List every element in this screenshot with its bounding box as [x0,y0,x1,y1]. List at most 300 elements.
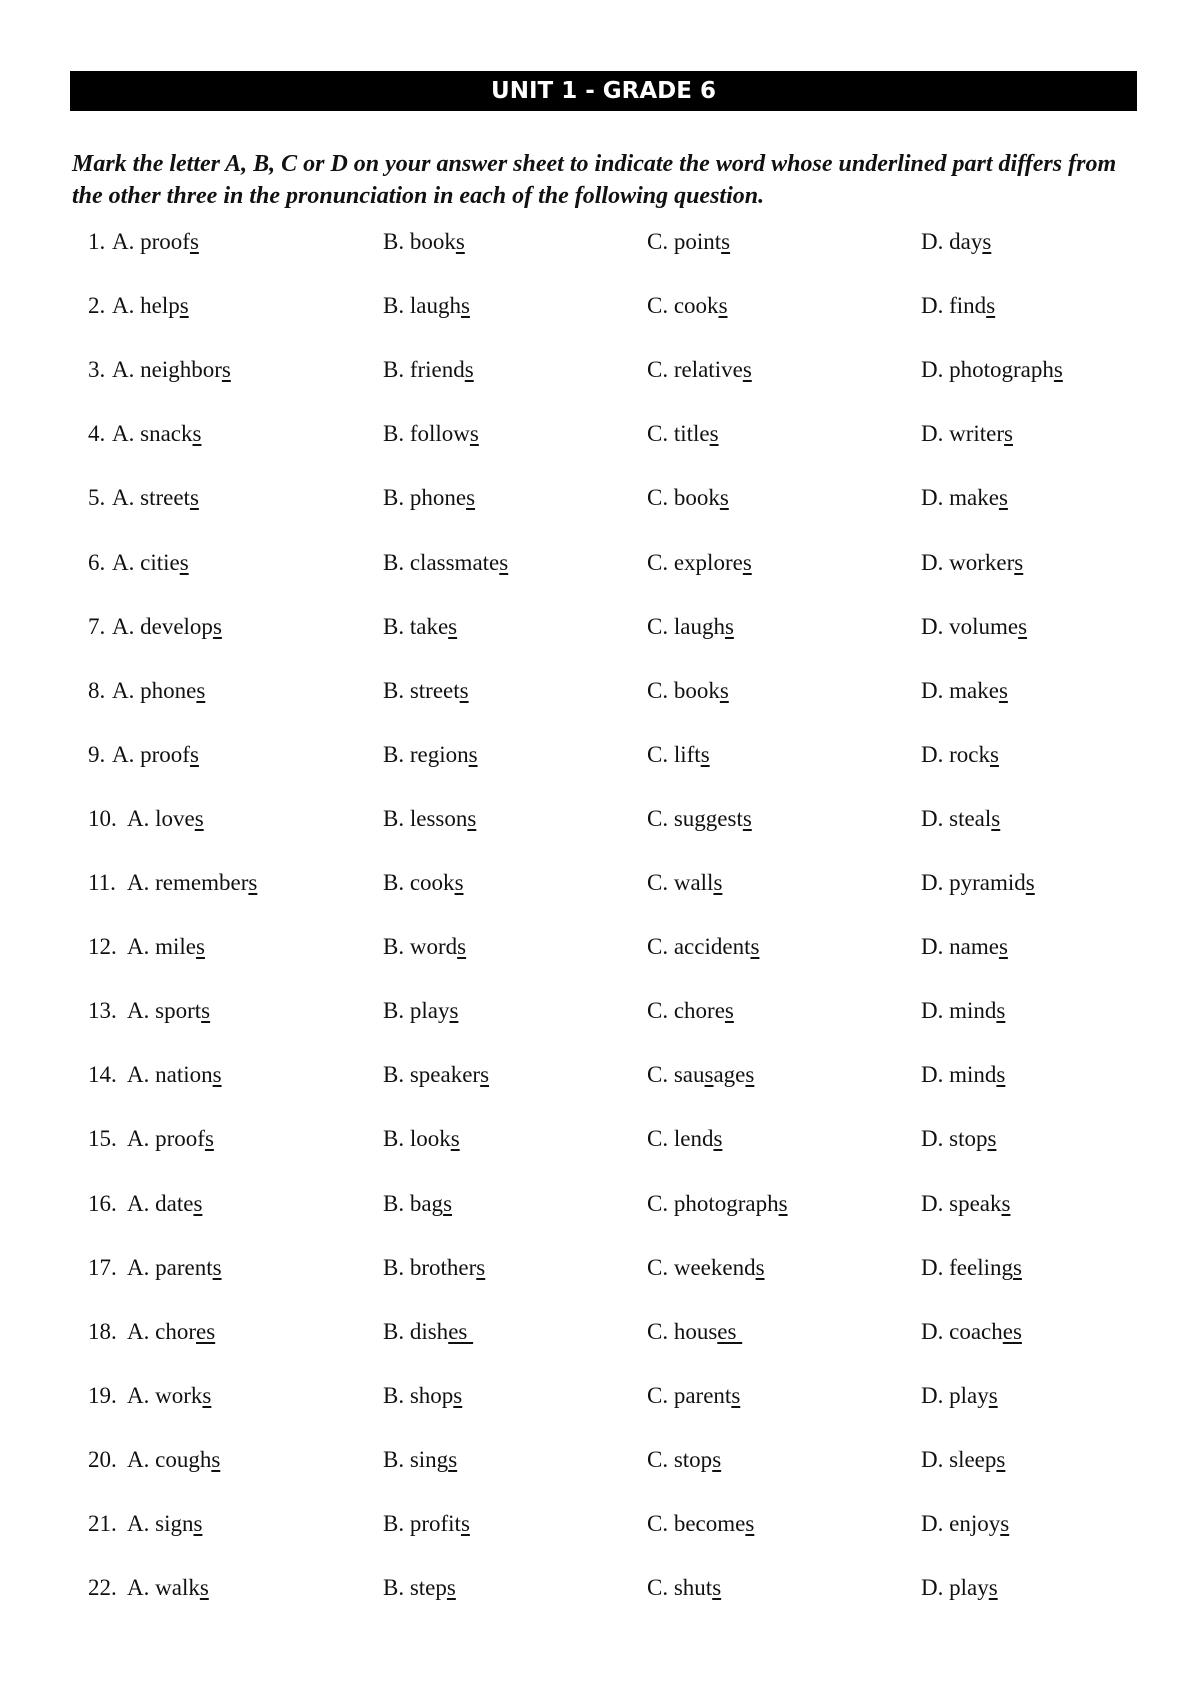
option-word-stem: street [140,485,190,511]
underlined-part: s [731,1382,741,1408]
underlined-part: s [778,1190,788,1216]
answer-option [647,546,752,580]
answer-option [647,1315,742,1349]
answer-option [112,289,189,323]
underlined-part: s [1014,549,1024,575]
question-number: 20. [88,1446,117,1472]
underlined-part: s [189,741,199,767]
answer-option [383,994,458,1028]
option-letter: D. [921,1446,944,1472]
option-letter: B. [383,741,405,767]
underlined-part: s [745,1511,755,1536]
option-letter: A. [127,1382,150,1408]
option-letter: C. [647,485,669,511]
option-word-stem: step [409,1575,447,1601]
underlined-part: s [193,1190,203,1216]
answer-option [112,738,199,772]
answer-option [647,353,752,387]
option-letter: D. [921,1382,944,1408]
question-row [0,1571,1200,1605]
underlined-part: s [196,934,205,960]
option-letter: C. [647,1382,669,1408]
option-word-stem: dish [409,1318,449,1344]
underlined-part: s [448,1446,458,1472]
answer-option [127,1379,211,1413]
option-letter: A. [112,485,135,511]
option-word-stem: street [409,677,460,703]
option-word-stem: love [155,805,195,831]
option-letter: B. [383,1062,405,1088]
question-row [0,674,1200,708]
answer-option [127,1122,214,1156]
option-letter: B. [383,1190,405,1216]
underlined-part: s [700,741,710,767]
answer-option [383,674,469,708]
question-number: 10. [88,805,117,831]
answer-option [127,1251,222,1285]
option-letter: A. [127,1190,150,1216]
option-word-stem: shut [673,1575,713,1601]
question-row [0,1122,1200,1156]
option-letter: C. [647,1318,669,1344]
underlined-part: es [196,1318,216,1344]
option-word-stem: weekend [673,1254,756,1280]
underlined-part: s [713,870,723,895]
option-word-stem: name [949,934,999,960]
underlined-part: s [450,1126,460,1152]
option-word-stem: point [673,229,722,254]
answer-option [921,546,1023,580]
underlined-part: s [1025,870,1035,895]
question-number: 4. [88,421,106,447]
underlined-part: s [480,1062,490,1088]
underlined-part: s [755,1254,765,1280]
answer-option [647,1379,740,1413]
underlined-part: s [712,1575,722,1601]
underlined-part: s [446,1575,456,1601]
underlined-part: s [996,998,1006,1024]
answer-option [383,1443,457,1477]
answer-option [647,610,734,644]
answer-option [647,994,734,1028]
option-letter: C. [647,998,669,1024]
underlined-part: s [476,1254,486,1280]
option-word-stem: brother [409,1254,477,1280]
option-letter: C. [647,870,669,895]
underlined-part: s [713,1126,723,1152]
option-letter: D. [921,677,944,703]
question-row [0,1443,1200,1477]
underlined-part: s [704,1062,714,1088]
option-letter: D. [921,1062,944,1088]
underlined-part: s [721,229,731,254]
answer-option [921,1379,998,1413]
answer-option [921,417,1013,451]
option-word-stem: proof [155,1126,205,1152]
option-word-stem: make [949,485,999,511]
option-word-stem: snack [140,421,193,447]
option-word-stem: day [949,229,983,254]
question-number: 7. [88,613,106,639]
underlined-part: s [460,293,470,319]
question-number: 12. [88,934,117,960]
option-word-stem: book [409,229,456,254]
option-letter: C. [647,613,669,639]
underlined-part: s [1000,1511,1010,1536]
answer-option [383,610,457,644]
option-letter: C. [647,805,669,831]
answer-option [921,866,1035,900]
option-word-stem: speak [949,1190,1002,1216]
question-number: 21. [88,1511,117,1536]
answer-option [112,674,205,708]
answer-option [127,930,205,964]
option-word-stem: classmate [409,549,500,575]
question-row [0,546,1200,580]
underlined-part: s [464,357,474,383]
question-row [0,481,1200,515]
answer-option [647,1187,788,1221]
option-word-stem: sign [155,1511,194,1536]
question-number: 22. [88,1575,117,1601]
underlined-part: s [982,229,992,254]
option-letter: D. [921,934,944,960]
answer-option [647,289,728,323]
option-letter: C. [647,421,669,447]
option-word-stem: play [949,1382,989,1408]
question-number: 3. [88,357,106,383]
option-word-stem: writer [949,421,1005,447]
option-word-stem: parent [155,1254,213,1280]
option-letter: D. [921,1318,944,1344]
option-letter: B. [383,421,405,447]
answer-option [647,417,719,451]
underlined-part: s [724,998,734,1024]
underlined-part: s [189,229,199,254]
underlined-part: s [709,421,719,447]
option-letter: D. [921,1254,944,1280]
answer-option [383,866,464,900]
option-word-stem: follow [409,421,470,447]
underlined-part: s [468,741,478,767]
answer-option [647,1507,754,1541]
option-word-suffix: age [713,1062,746,1088]
underlined-part: s [990,741,999,767]
option-word-stem: mile [155,934,197,960]
underlined-part: s [196,677,206,703]
option-word-stem: profit [409,1511,461,1536]
question-row [0,866,1200,900]
option-word-stem: take [409,613,449,639]
option-word-stem: book [673,677,720,703]
underlined-part: s [998,485,1008,511]
option-letter: B. [383,1254,405,1280]
answer-option [127,1058,222,1092]
option-letter: C. [647,357,669,383]
option-letter: D. [921,805,944,831]
underlined-part: s [221,357,231,383]
answer-option [647,802,752,836]
option-letter: B. [383,1575,405,1601]
question-row [0,1315,1200,1349]
answer-option [383,1251,485,1285]
option-word-stem: photograph [949,357,1054,383]
underlined-part: s [189,485,199,511]
answer-option [921,1058,1005,1092]
option-letter: B. [383,549,405,575]
underlined-part: s [998,934,1008,960]
underlined-part: s [459,677,469,703]
answer-option [647,738,710,772]
underlined-part: s [499,549,509,575]
option-word-stem: steal [949,805,992,831]
option-word-stem: proof [140,229,190,254]
underlined-part: s [719,485,729,511]
question-number: 18. [88,1318,117,1344]
option-word-stem: help [140,293,180,319]
underlined-part: s [1012,1254,1022,1280]
instruction-text: Mark the letter A, B, C or D on your answer sheet to indicate the word whose underlined part differs from the other three in the pronunciation in each of the following question. [72,151,1117,209]
question-row [0,417,1200,451]
option-letter: B. [383,229,405,254]
answer-option [112,225,199,259]
option-letter: A. [127,934,150,960]
underlined-part: s [453,1382,463,1408]
underlined-part: s [443,1190,453,1216]
question-row [0,802,1200,836]
option-word-stem: laugh [673,613,725,639]
option-word-stem: find [949,293,987,319]
question-row [0,1507,1200,1541]
option-letter: C. [647,1062,669,1088]
answer-option [921,225,991,259]
underlined-part: s [1001,1190,1011,1216]
option-letter: B. [383,357,405,383]
question-row [0,930,1200,964]
answer-option [921,738,999,772]
option-letter: A. [112,229,135,254]
underlined-part: s [457,934,467,960]
option-letter: B. [383,1126,405,1152]
underlined-part: s [742,805,752,831]
underlined-part: s [192,421,202,447]
option-word-stem: chor [155,1318,196,1344]
underlined-part: s [719,677,729,703]
option-letter: B. [383,934,405,960]
option-word-stem: mind [949,1062,997,1088]
underlined-part: s [988,1382,998,1408]
option-letter: A. [112,741,135,767]
underlined-part: s [1053,357,1063,383]
answer-option [383,802,476,836]
underlined-part: s [996,1062,1006,1088]
option-letter: A. [127,1062,150,1088]
underlined-part: s [1004,421,1013,447]
underlined-part: es [717,1318,743,1344]
option-letter: C. [647,1511,669,1536]
option-letter: D. [921,741,944,767]
underlined-part: s [469,421,479,447]
question-row [0,1187,1200,1221]
underlined-part: s [194,805,204,831]
option-letter: B. [383,293,405,319]
option-word-stem: cough [155,1446,212,1472]
option-letter: D. [921,421,944,447]
underlined-part: s [718,293,728,319]
option-word-stem: work [155,1382,203,1408]
option-word-stem: friend [409,357,465,383]
option-word-stem: explore [673,549,743,575]
option-word-stem: rock [949,741,990,767]
option-word-stem: neighbor [140,357,222,383]
answer-option [647,1122,722,1156]
question-number: 11. [88,870,116,895]
question-number: 15. [88,1126,117,1152]
option-letter: B. [383,485,405,511]
answer-option [127,802,204,836]
underlined-part: s [996,1446,1006,1472]
option-letter: B. [383,1511,405,1536]
option-word-stem: lend [673,1126,714,1152]
option-word-stem: citie [140,549,180,575]
underlined-part: s [248,870,258,895]
underlined-part: s [448,613,458,639]
option-letter: C. [647,1126,669,1152]
option-letter: A. [112,613,135,639]
answer-option [647,866,722,900]
answer-option [921,610,1027,644]
answer-option [383,1379,462,1413]
option-word-stem: become [673,1511,746,1536]
answer-option [127,1571,209,1605]
answer-option [647,1443,721,1477]
answer-option [921,1122,996,1156]
answer-option [112,610,222,644]
question-row [0,1251,1200,1285]
answer-option [383,1187,452,1221]
option-word-stem: speaker [409,1062,481,1088]
underlined-part: s [201,998,211,1024]
underlined-part: s [998,677,1008,703]
option-letter: A. [112,357,135,383]
option-letter: C. [647,1575,669,1601]
answer-option [112,481,199,515]
underlined-part: s [211,1446,221,1472]
answer-option [383,289,470,323]
question-number: 5. [88,485,106,511]
underlined-part: s [745,1062,755,1088]
underlined-part: s [212,1062,222,1088]
underlined-part: s [724,613,734,639]
option-word-stem: book [673,485,720,511]
answer-option [383,1315,473,1349]
option-word-stem: cook [673,293,719,319]
answer-option [647,481,729,515]
option-word-stem: phone [409,485,467,511]
option-word-stem: develop [140,613,213,639]
question-number: 8. [88,677,106,703]
option-letter: D. [921,1575,944,1601]
option-word-stem: lift [673,741,701,767]
answer-option [921,289,995,323]
question-number: 9. [88,741,106,767]
option-letter: A. [127,998,150,1024]
option-letter: D. [921,549,944,575]
answer-option [647,674,729,708]
option-word-stem: relative [673,357,743,383]
answer-option [921,1571,998,1605]
option-word-stem: shop [409,1382,454,1408]
answer-option [921,1315,1022,1349]
underlined-part: s [179,549,189,575]
option-letter: C. [647,1446,669,1472]
option-letter: C. [647,293,669,319]
option-letter: B. [383,998,405,1024]
question-row [0,289,1200,323]
option-letter: A. [112,677,135,703]
option-letter: D. [921,870,944,895]
question-number: 6. [88,549,106,575]
option-word-stem: date [155,1190,194,1216]
option-letter: C. [647,229,669,254]
question-row [0,610,1200,644]
option-word-stem: play [949,1575,989,1601]
option-letter: B. [383,613,405,639]
answer-option [383,1058,489,1092]
answer-option [383,738,478,772]
option-word-stem: remember [155,870,249,895]
question-number: 16. [88,1190,117,1216]
answer-option [647,930,759,964]
option-word-stem: look [409,1126,451,1152]
option-word-stem: parent [673,1382,732,1408]
option-letter: D. [921,1126,944,1152]
option-word-stem: pyramid [949,870,1026,895]
option-word-stem: walk [155,1575,200,1601]
answer-option [383,225,465,259]
option-word-stem: coach [949,1318,1003,1344]
option-word-stem: sport [155,998,202,1024]
underlined-part: s [193,1511,203,1536]
option-word-stem: enjoy [949,1511,1001,1536]
question-number: 19. [88,1382,117,1408]
answer-option [921,1507,1009,1541]
option-word-stem: proof [140,741,190,767]
option-word-stem: bag [409,1190,444,1216]
option-word-stem: play [409,998,450,1024]
option-word-stem: worker [949,549,1015,575]
option-letter: C. [647,1254,669,1280]
option-letter: B. [383,870,405,895]
answer-option [127,1507,202,1541]
option-letter: B. [383,1382,405,1408]
answer-option [112,417,201,451]
option-word-stem: sing [409,1446,449,1472]
option-letter: A. [127,1126,150,1152]
underlined-part: s [212,613,222,639]
answer-option [921,1443,1005,1477]
option-word-stem: nation [155,1062,213,1088]
option-word-stem: region [409,741,469,767]
option-letter: D. [921,613,944,639]
option-word-stem: volume [949,613,1019,639]
option-word-stem: laugh [409,293,461,319]
question-number: 1. [88,229,106,254]
option-word-stem: hous [673,1318,718,1344]
option-word-stem: title [673,421,710,447]
underlined-part: s [449,998,459,1024]
option-letter: B. [383,1446,405,1472]
